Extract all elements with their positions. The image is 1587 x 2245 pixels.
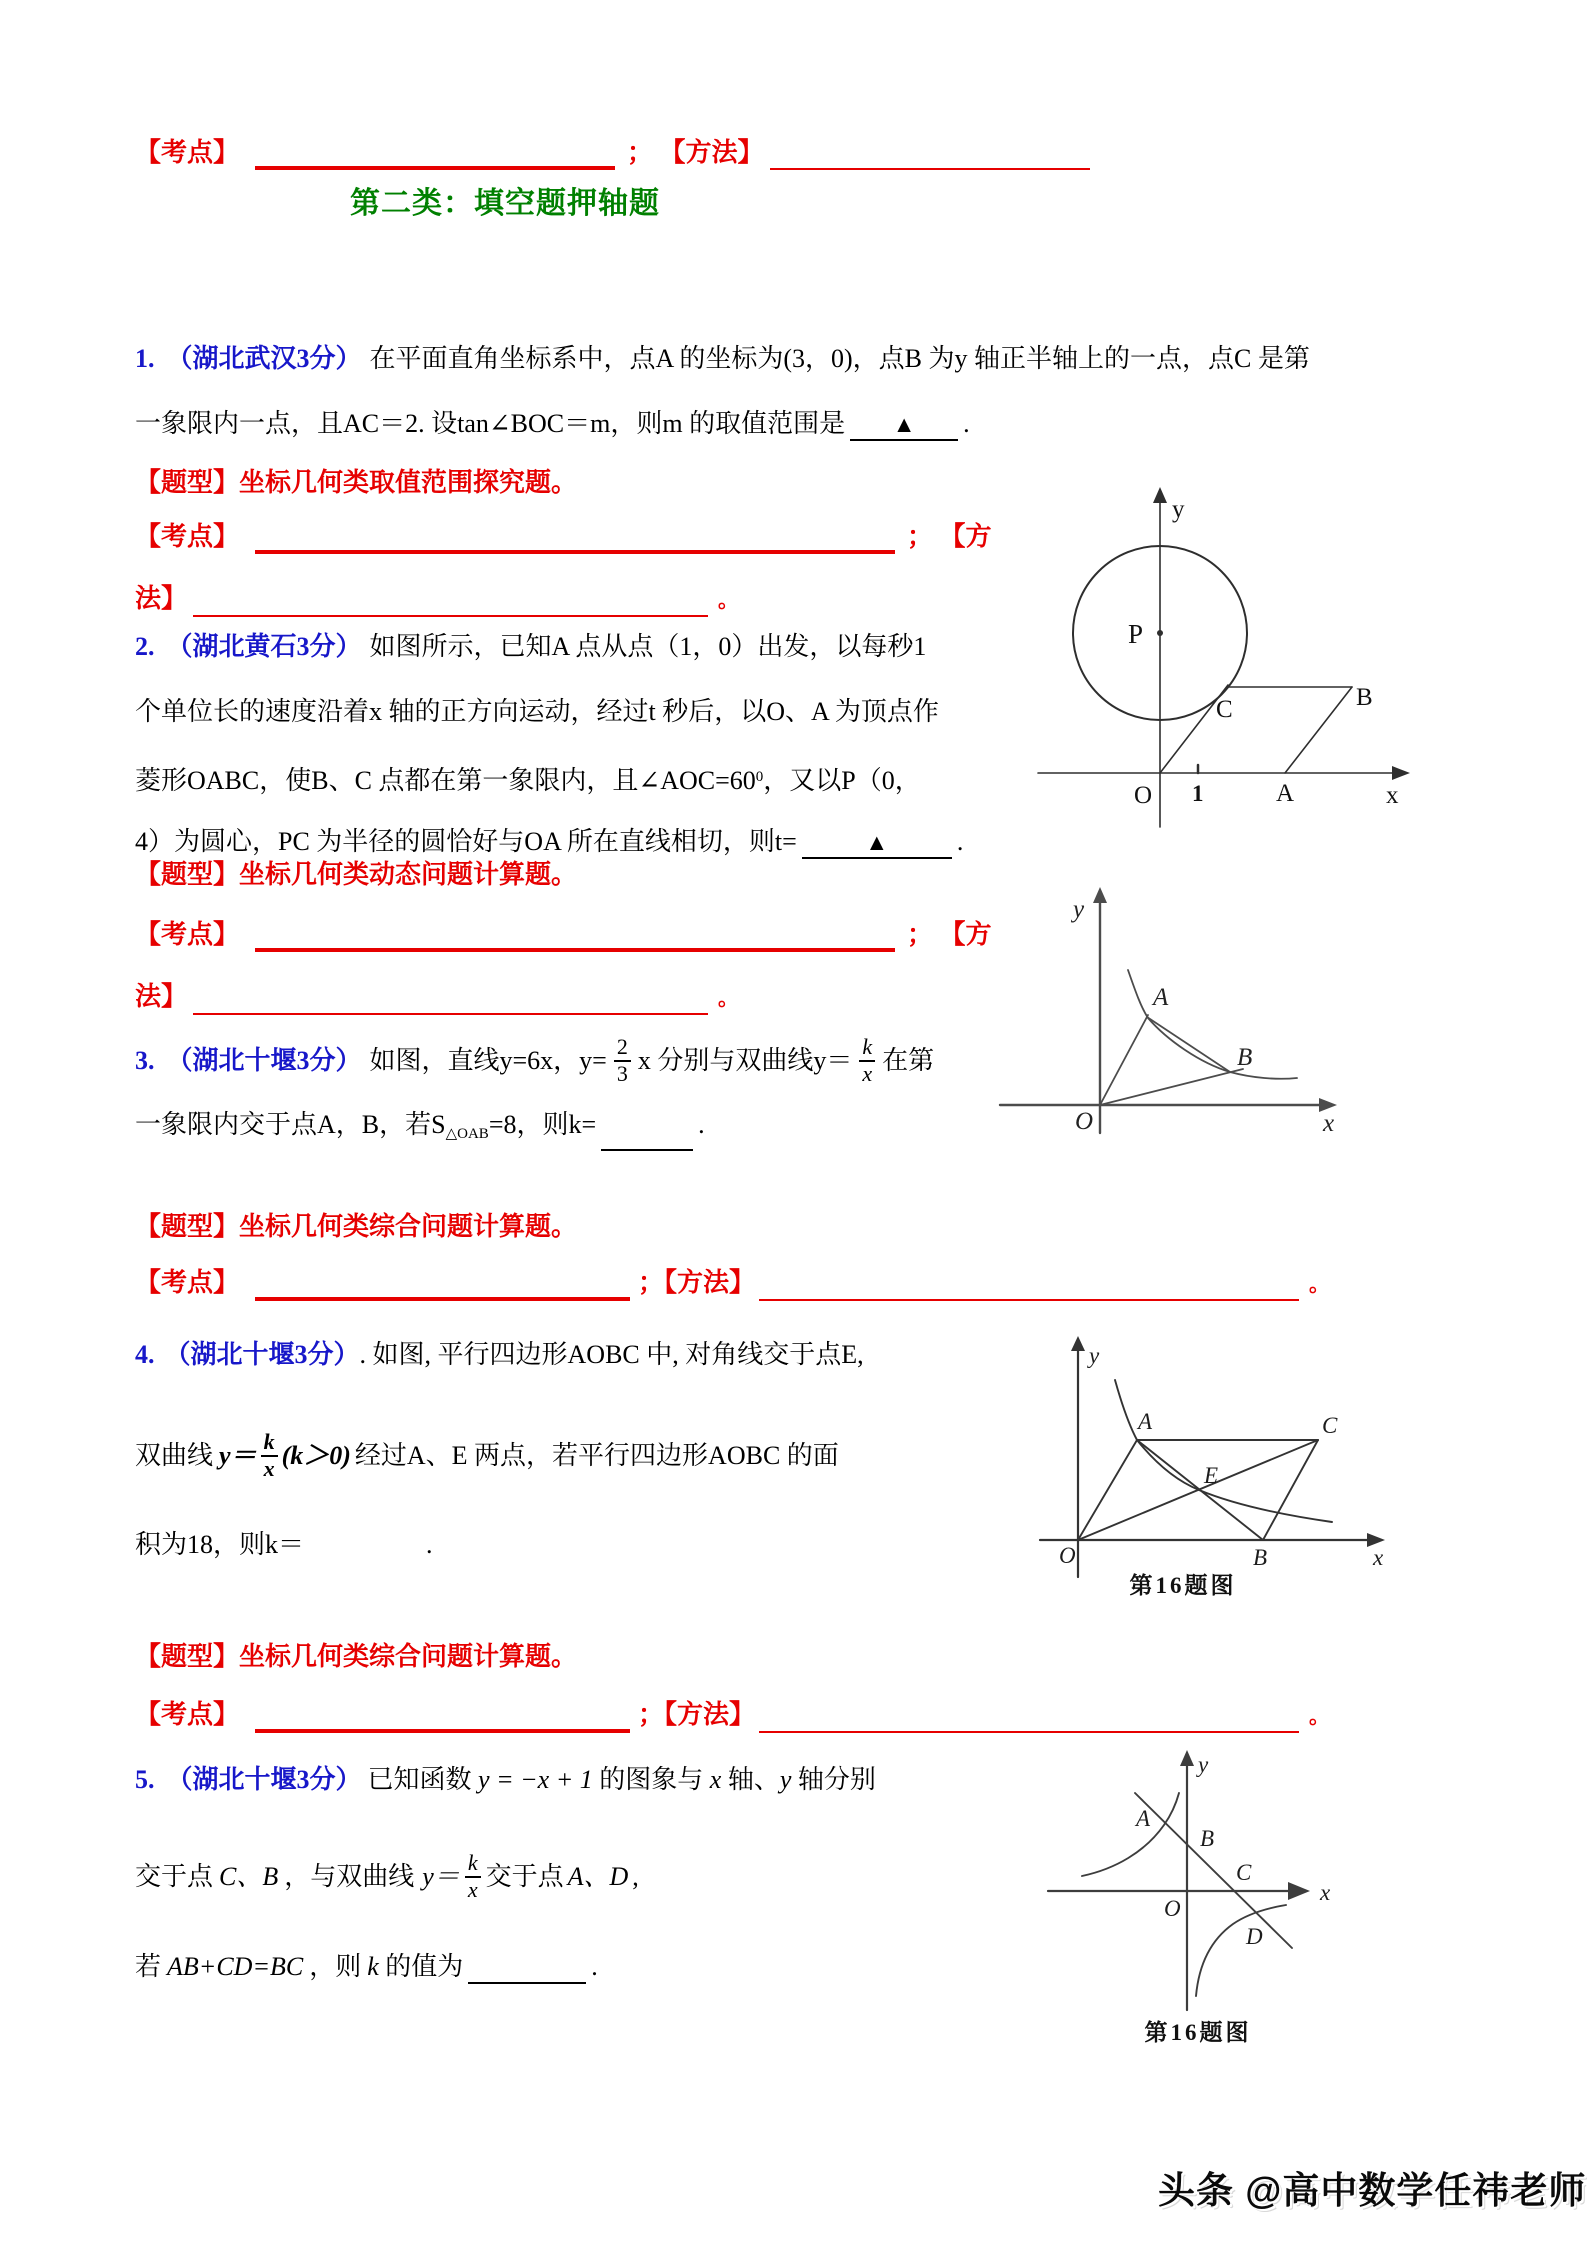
fig5-label-o: O — [1164, 1896, 1181, 1921]
question-type-2: 【题型】坐标几何类动态问题计算题。 — [135, 860, 578, 889]
fig2-label-a: A — [1276, 780, 1295, 807]
problem-5-text: , — [632, 1862, 639, 1891]
math-y-equals: y＝ — [219, 1441, 257, 1470]
problem-5-text: 交于点 — [135, 1862, 214, 1891]
fig4-label-c: C — [1322, 1413, 1338, 1438]
math-y-equals: y＝ — [422, 1862, 460, 1891]
math-linear-function: y = −x + 1 — [478, 1765, 593, 1794]
fangfa-blank-underline — [770, 138, 1090, 170]
denominator: x — [859, 1060, 875, 1087]
fangfa-label: 【方法】 — [664, 1268, 756, 1297]
math-condition: (k＞0) — [281, 1441, 351, 1470]
fig2-label-x: x — [1386, 782, 1399, 809]
fraction-k-over-x — [859, 1035, 875, 1086]
semicolon: ； — [638, 1700, 665, 1729]
fig5-label-x: x — [1320, 1880, 1331, 1905]
problem-4-line-3 — [135, 1528, 433, 1562]
period-cn: 。 — [718, 588, 740, 612]
fangfa-blank-underline — [193, 983, 708, 1015]
problem-3-text: 在第 — [882, 1046, 935, 1075]
fig4-label-x: x — [1373, 1545, 1384, 1570]
kaodian-blank-underline — [255, 136, 615, 170]
answer-blank: ▲ — [850, 409, 958, 441]
fig2-label-p: P — [1128, 619, 1144, 649]
problem-4-source: （湖北十堰3分） — [164, 1340, 360, 1369]
fig4-label-b: B — [1253, 1545, 1268, 1570]
fig3-label-o: O — [1075, 1108, 1094, 1135]
subscript-oab: △OAB — [445, 1126, 489, 1142]
kaodian-blank-underline — [255, 1699, 630, 1733]
problem-3-text: x 分别与双曲线y＝ — [637, 1046, 853, 1075]
fig4-caption: 第16题图 — [1129, 1573, 1237, 1598]
semicolon: ； — [907, 522, 934, 551]
fig4-label-e: E — [1204, 1463, 1219, 1488]
kaodian-fangfa-line — [135, 1266, 1330, 1301]
semicolon: ； — [638, 1268, 665, 1297]
figure-problem-4 — [1025, 1335, 1400, 1600]
period: . — [591, 1952, 598, 1981]
fig5-label-d: D — [1246, 1924, 1263, 1949]
problem-1-line-1 — [135, 342, 1310, 376]
question-type-1: 【题型】坐标几何类取值范围探究题。 — [135, 468, 578, 497]
problem-5-line-2 — [135, 1845, 639, 1909]
period: . — [956, 827, 964, 856]
problem-4-text: 经过A、E 两点，若平行四边形AOBC 的面 — [354, 1441, 839, 1470]
kaodian-label: 【考点】 — [135, 920, 240, 949]
kaodian-label: 【考点】 — [135, 1268, 240, 1297]
problem-4-line-2 — [135, 1424, 839, 1488]
kaodian-label: 【考点】 — [135, 138, 240, 167]
problem-5-text: 轴、 — [721, 1765, 780, 1794]
fig5-label-c: C — [1236, 1860, 1252, 1885]
problem-3-text: =8，则k= — [488, 1110, 597, 1139]
figure-problem-2 — [1030, 485, 1420, 830]
fig3-label-a: A — [1153, 984, 1169, 1011]
fig5-label-a: A — [1136, 1806, 1151, 1831]
period: . — [426, 1530, 433, 1559]
x-axis-arrow — [1392, 766, 1410, 780]
problem-4-text: 积为18，则k＝ — [135, 1530, 305, 1559]
kaodian-blank-underline — [255, 1267, 630, 1301]
fig2-label-y: y — [1172, 496, 1185, 523]
period-cn: 。 — [718, 986, 740, 1010]
fangfa-label-part: 法】 — [135, 982, 188, 1011]
denominator: 3 — [614, 1060, 631, 1087]
kaodian-blank-underline — [255, 918, 895, 952]
problem-2-line-1 — [135, 630, 926, 664]
fangfa-wrap-line — [135, 980, 739, 1015]
problem-4-text: 双曲线 — [135, 1441, 214, 1470]
figure-problem-3 — [995, 885, 1345, 1135]
problem-2-line-3 — [135, 760, 921, 798]
fig4-label-o: O — [1059, 1543, 1076, 1568]
problem-3-source: （湖北十堰3分） — [166, 1046, 362, 1075]
numerator: k — [862, 1034, 873, 1060]
numerator: 2 — [616, 1034, 628, 1060]
semicolon: ； — [907, 920, 934, 949]
problem-3-text: 一象限内交于点A，B，若S — [135, 1110, 446, 1139]
answer-blank — [309, 1532, 421, 1562]
kaodian-fangfa-line — [135, 1698, 1330, 1733]
section-title: 第二类：填空题押轴题 — [350, 187, 660, 220]
kaodian-fangfa-line-top — [135, 136, 1090, 170]
fig2-label-b: B — [1356, 684, 1373, 711]
problem-4-number: 4. — [135, 1340, 155, 1369]
problem-5-line-1 — [135, 1763, 876, 1797]
fraction-two-thirds — [614, 1035, 631, 1086]
fangfa-blank-underline — [759, 1269, 1299, 1301]
problem-5-text: 已知函数 — [367, 1765, 479, 1794]
semicolon: ； — [627, 138, 654, 167]
kaodian-fangfa-line — [135, 918, 992, 952]
problem-2-text: 4）为圆心，PC 为半径的圆恰好与OA 所在直线相切，则t= — [135, 827, 797, 856]
fig2-label-c: C — [1216, 696, 1233, 723]
kaodian-fangfa-line — [135, 520, 992, 554]
problem-5-number: 5. — [135, 1765, 155, 1794]
math-k: k — [367, 1952, 379, 1981]
y-axis-arrow — [1153, 487, 1167, 503]
problem-4-text: . 如图, 平行四边形AOBC 中, 对角线交于点E, — [359, 1340, 864, 1369]
fangfa-label: 【方法】 — [659, 138, 764, 167]
math-points-cb: C、B — [219, 1862, 279, 1891]
problem-2-text: ，又以P（0， — [763, 766, 921, 795]
fraction-k-over-x — [465, 1851, 481, 1902]
period: . — [963, 409, 970, 438]
problem-2-line-2 — [135, 695, 939, 729]
kaodian-label: 【考点】 — [135, 1700, 240, 1729]
problem-2-line-4 — [135, 825, 963, 859]
problem-1-text: 一象限内一点，且AC＝2. 设tan∠BOC＝m，则m 的取值范围是 — [135, 409, 846, 438]
fangfa-wrap-line — [135, 582, 739, 617]
period-cn: 。 — [1309, 1272, 1331, 1296]
problem-1-number: 1. — [135, 344, 155, 373]
answer-blank — [468, 1952, 586, 1984]
problem-4-line-1 — [135, 1338, 864, 1372]
math-y: y — [779, 1765, 792, 1794]
y-axis-arrow — [1071, 1336, 1085, 1351]
problem-3-number: 3. — [135, 1046, 155, 1075]
problem-5-text: 交于点 — [485, 1862, 564, 1891]
problem-5-text: ，与双曲线 — [284, 1862, 415, 1891]
figure-problem-5 — [1040, 1748, 1340, 2048]
answer-blank — [601, 1119, 693, 1151]
fig5-caption: 第16题图 — [1144, 2020, 1252, 2045]
denominator: x — [465, 1876, 481, 1903]
fig5-label-b: B — [1200, 1826, 1215, 1851]
fangfa-label: 【方法】 — [664, 1700, 756, 1729]
problem-5-line-3 — [135, 1950, 598, 1984]
problem-3-line-2 — [135, 1108, 705, 1151]
answer-blank: ▲ — [802, 827, 952, 859]
fangfa-blank-underline — [193, 585, 708, 617]
problem-3-text: 如图，直线y=6x，y= — [369, 1046, 607, 1075]
kaodian-label: 【考点】 — [135, 522, 240, 551]
fig3-label-b: B — [1237, 1044, 1253, 1071]
problem-5-text: 若 — [135, 1952, 162, 1981]
fig5-label-y: y — [1198, 1752, 1209, 1777]
fig3-label-y: y — [1073, 896, 1085, 923]
problem-5-source: （湖北十堰3分） — [166, 1765, 362, 1794]
fig4-label-a: A — [1138, 1409, 1153, 1434]
fangfa-label-part: 【方 — [939, 522, 992, 551]
math-segment-equation: AB+CD=BC — [167, 1952, 304, 1981]
math-x: x — [709, 1765, 722, 1794]
fraction-k-over-x — [261, 1430, 278, 1481]
y-axis-arrow — [1180, 1750, 1194, 1766]
numerator: k — [263, 1429, 275, 1455]
fangfa-label-part: 【方 — [939, 920, 992, 949]
fig2-label-1: 1 — [1192, 781, 1204, 806]
numerator: k — [467, 1850, 478, 1876]
fig4-label-y: y — [1089, 1343, 1100, 1368]
problem-2-source: （湖北黄石3分） — [166, 632, 362, 661]
problem-5-text: 轴分别 — [791, 1765, 876, 1794]
problem-1-source: （湖北武汉3分） — [166, 344, 362, 373]
question-type-3: 【题型】坐标几何类综合问题计算题。 — [135, 1212, 578, 1241]
problem-1-text: 在平面直角坐标系中，点A 的坐标为(3，0)，点B 为y 轴正半轴上的一点，点C 是第 — [369, 344, 1310, 373]
fangfa-label-part: 法】 — [135, 584, 188, 613]
problem-5-text: ，则 — [309, 1952, 362, 1981]
x-axis-arrow — [1288, 1882, 1310, 1900]
superscript-zero: 0 — [755, 769, 764, 785]
math-points-ad: A、D — [567, 1862, 629, 1891]
watermark: 头条 @高中数学任祎老师 — [1158, 2170, 1587, 2211]
kaodian-blank-underline — [255, 520, 895, 554]
period-cn: 。 — [1309, 1704, 1331, 1728]
problem-2-text: 菱形OABC，使B、C 点都在第一象限内，且∠AOC=60 — [135, 766, 756, 795]
problem-3-line-1 — [135, 1028, 934, 1094]
problem-2-text: 如图所示，已知A 点从点（1，0）出发，以每秒1 — [369, 632, 927, 661]
period: . — [698, 1110, 705, 1139]
problem-5-text: 的值为 — [378, 1952, 464, 1981]
problem-5-text: 的图象与 — [592, 1765, 710, 1794]
y-axis-arrow — [1093, 887, 1107, 903]
denominator: x — [261, 1455, 278, 1482]
problem-2-number: 2. — [135, 632, 155, 661]
question-type-4: 【题型】坐标几何类综合问题计算题。 — [135, 1642, 578, 1671]
fangfa-blank-underline — [759, 1701, 1299, 1733]
problem-1-line-2 — [135, 407, 970, 441]
fig3-label-x: x — [1323, 1110, 1335, 1135]
fig2-label-o: O — [1134, 782, 1153, 809]
problem-2-text: 个单位长的速度沿着x 轴的正方向运动，经过t 秒后，以O、A 为顶点作 — [135, 697, 939, 726]
